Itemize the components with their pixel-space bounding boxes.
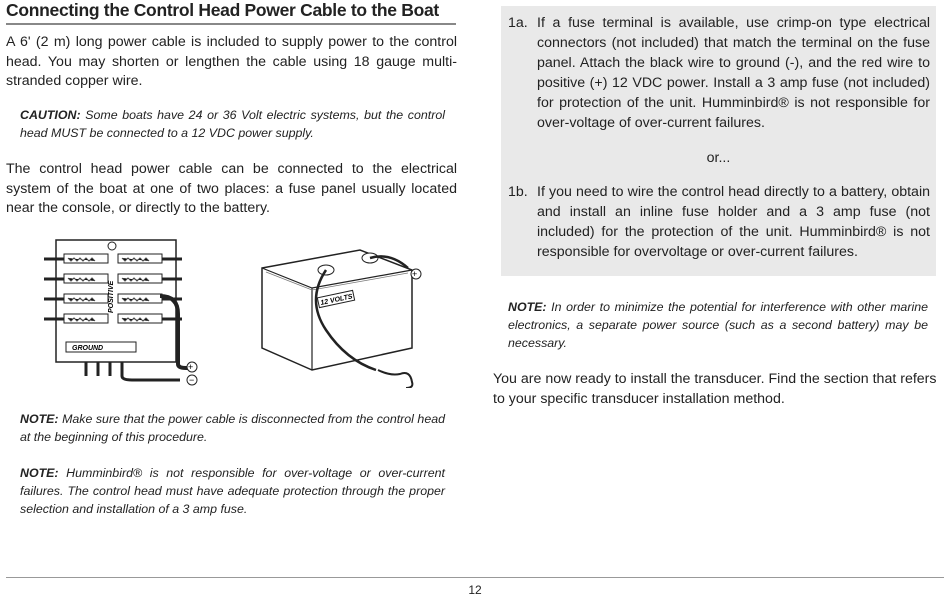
step-1b-text: If you need to wire the control head directly to a battery, obtain and install an inline fuse holder and a 3 amp fuse (not included) for the protection of the unit. Humminbird® is not responsible for overvoltage or over-current failures. — [537, 184, 930, 260]
or-separator: or... — [706, 150, 731, 166]
step-1a-number: 1a. — [508, 15, 528, 31]
note1-text: Make sure that the power cable is disconnected from the control head at the beginning of this procedure. — [20, 412, 445, 444]
battery-plus-sign: + — [412, 269, 418, 279]
step-1a-text: If a fuse terminal is available, use crimp-on type electrical connectors (not included) that match the terminal on the fuse panel. Attach the black wire to ground (-), and the red wire to positive (+) 12 VDC power. Install a 3 amp fuse (not included) for protection of the unit. Humminbird® is not responsible for over-voltage of over-current failures. — [537, 15, 930, 131]
page-number: 12 — [468, 583, 482, 597]
note2-text: Humminbird® is not responsible for over-voltage or over-current failures. The control head must have adequate protection through the proper selection and installation of a 3 amp fuse. — [20, 466, 445, 516]
note-interference — [508, 298, 928, 352]
note-disconnect — [20, 410, 445, 446]
note-fuse-protection — [20, 464, 445, 518]
intro-paragraph: A 6' (2 m) long power cable is included to supply power to the control head. You may shorten or lengthen the cable using 18 gauge multi-stranded copper wire. — [6, 34, 457, 89]
positive-label: POSITIVE — [108, 280, 115, 313]
step-1b-number: 1b. — [508, 184, 528, 200]
caution-label: CAUTION: — [20, 108, 81, 122]
battery — [262, 250, 421, 388]
note3-label: NOTE: — [508, 300, 547, 314]
note2-label: NOTE: — [20, 466, 59, 480]
step-1a — [508, 13, 930, 135]
ground-label: GROUND — [72, 345, 104, 352]
caution-note — [20, 106, 445, 142]
step-1b — [508, 182, 930, 264]
connect-paragraph: The control head power cable can be connected to the electrical system of the boat at one of two places: a fuse panel usually located near the console, or directly to the battery. — [6, 161, 457, 216]
battery-volts-label: 12 VOLTS — [319, 293, 354, 307]
note1-label: NOTE: — [20, 412, 59, 426]
panel-plus-sign: + — [188, 362, 194, 372]
panel-minus-sign: − — [189, 375, 195, 385]
footer-rule — [6, 577, 944, 578]
note3-text: In order to minimize the potential for interference with other marine electronics, a separate power source (such as a second battery) may be necessary. — [508, 300, 928, 350]
page-title: Connecting the Control Head Power Cable to the Boat — [6, 0, 456, 25]
ready-paragraph: You are now ready to install the transducer. Find the section that refers to your specific transducer installation method. — [493, 371, 937, 407]
wiring-illustration — [40, 228, 460, 388]
caution-text: Some boats have 24 or 36 Volt electric systems, but the control head MUST be connected to a 12 VDC power supply. — [20, 108, 445, 140]
fuse-panel — [44, 240, 197, 385]
